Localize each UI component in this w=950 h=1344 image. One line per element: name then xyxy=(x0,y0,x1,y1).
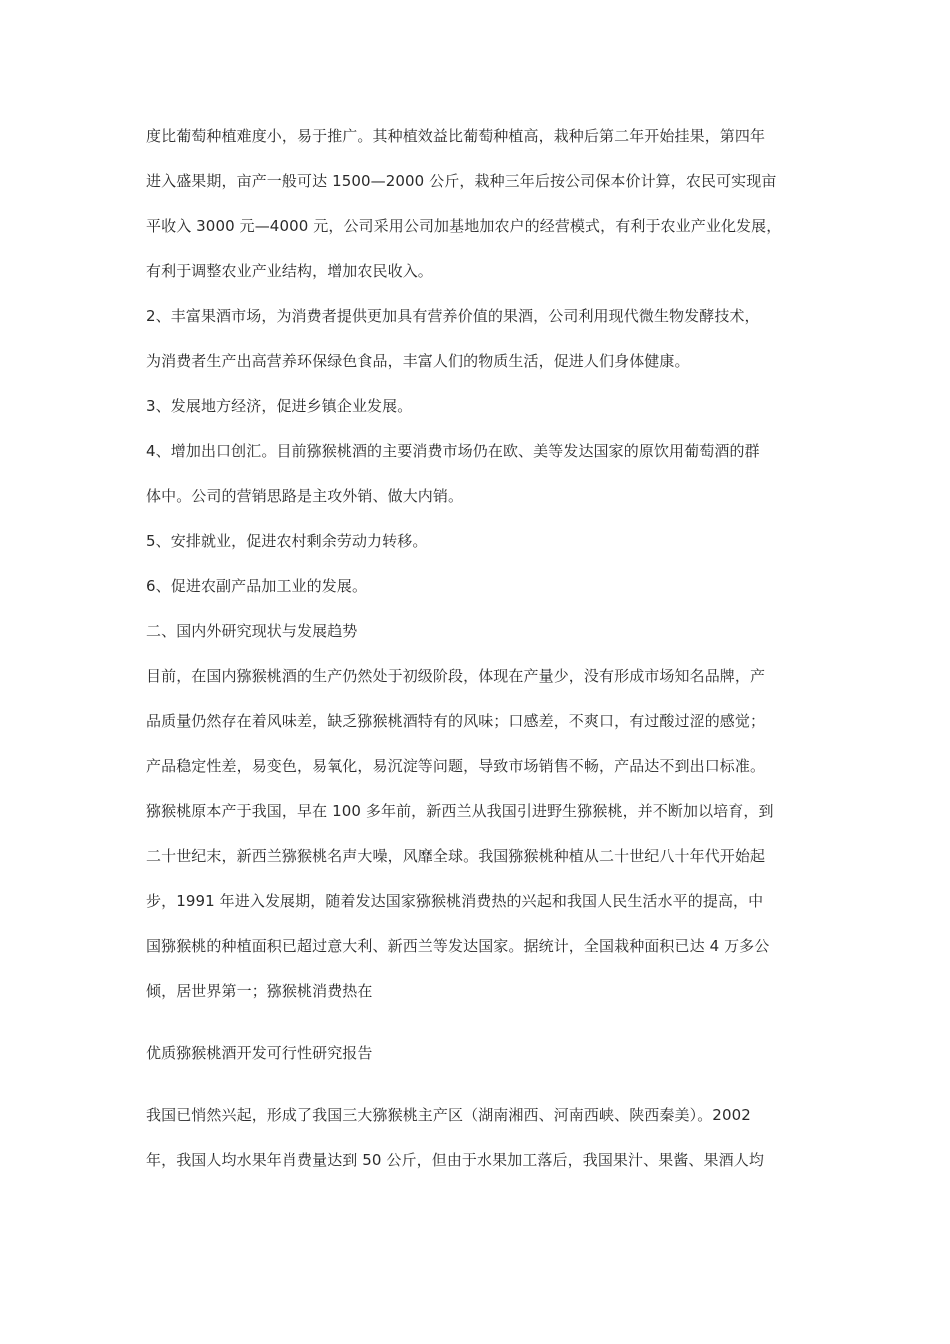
body-text-line: 二十世纪末，新西兰猕猴桃名声大噪，风靡全球。我国猕猴桃种植从二十世纪八十年代开始起 xyxy=(146,847,766,865)
body-text-line: 产品稳定性差，易变色，易氧化，易沉淀等问题，导致市场销售不畅，产品达不到出口标准。 xyxy=(146,757,766,775)
body-text-line: 倾，居世界第一；猕猴桃消费热在 xyxy=(146,982,373,1000)
body-text-line: 我国已悄然兴起，形成了我国三大猕猴桃主产区（湖南湘西、河南西峡、陕西秦美）。2002 xyxy=(146,1106,751,1124)
body-text-line: 度比葡萄种植难度小，易于推广。其种植效益比葡萄种植高，栽种后第二年开始挂果，第四年 xyxy=(146,127,766,145)
body-text-line: 品质量仍然存在着风味差，缺乏猕猴桃酒特有的风味；口感差，不爽口，有过酸过涩的感觉； xyxy=(146,712,766,730)
body-text-line: 国猕猴桃的种植面积已超过意大利、新西兰等发达国家。据统计，全国栽种面积已达 4 万多公 xyxy=(146,937,770,955)
section-heading: 二、国内外研究现状与发展趋势 xyxy=(146,622,358,640)
body-text-line: 5、安排就业，促进农村剩余劳动力转移。 xyxy=(146,532,428,550)
body-text-line: 目前，在国内猕猴桃酒的生产仍然处于初级阶段，体现在产量少，没有形成市场知名品牌，产 xyxy=(146,667,766,685)
body-text-line: 为消费者生产出高营养环保绿色食品，丰富人们的物质生活，促进人们身体健康。 xyxy=(146,352,690,370)
body-text-line: 有利于调整农业产业结构，增加农民收入。 xyxy=(146,262,433,280)
running-header: 优质猕猴桃酒开发可行性研究报告 xyxy=(146,1044,373,1062)
body-text-line: 平收入 3000 元—4000 元，公司采用公司加基地加农户的经营模式，有利于农业产业化发展， xyxy=(146,217,782,235)
body-text-line: 进入盛果期，亩产一般可达 1500—2000 公斤，栽种三年后按公司保本价计算，农民可实现亩 xyxy=(146,172,777,190)
body-text-line: 年，我国人均水果年肖费量达到 50 公斤，但由于水果加工落后，我国果汁、果酱、果酒人均 xyxy=(146,1151,764,1169)
body-text-line: 4、增加出口创汇。目前猕猴桃酒的主要消费市场仍在欧、美等发达国家的原饮用葡萄酒的群 xyxy=(146,442,760,460)
body-text-line: 3、发展地方经济，促进乡镇企业发展。 xyxy=(146,397,413,415)
body-text-line: 6、促进农副产品加工业的发展。 xyxy=(146,577,368,595)
body-text-line: 2、丰富果酒市场，为消费者提供更加具有营养价值的果酒，公司利用现代微生物发酵技术， xyxy=(146,307,760,325)
body-text-line: 体中。公司的营销思路是主攻外销、做大内销。 xyxy=(146,487,464,505)
body-text-line: 步，1991 年进入发展期，随着发达国家猕猴桃消费热的兴起和我国人民生活水平的提高，中 xyxy=(146,892,764,910)
body-text-line: 猕猴桃原本产于我国，早在 100 多年前，新西兰从我国引进野生猕猴桃，并不断加以培育，到 xyxy=(146,802,774,820)
